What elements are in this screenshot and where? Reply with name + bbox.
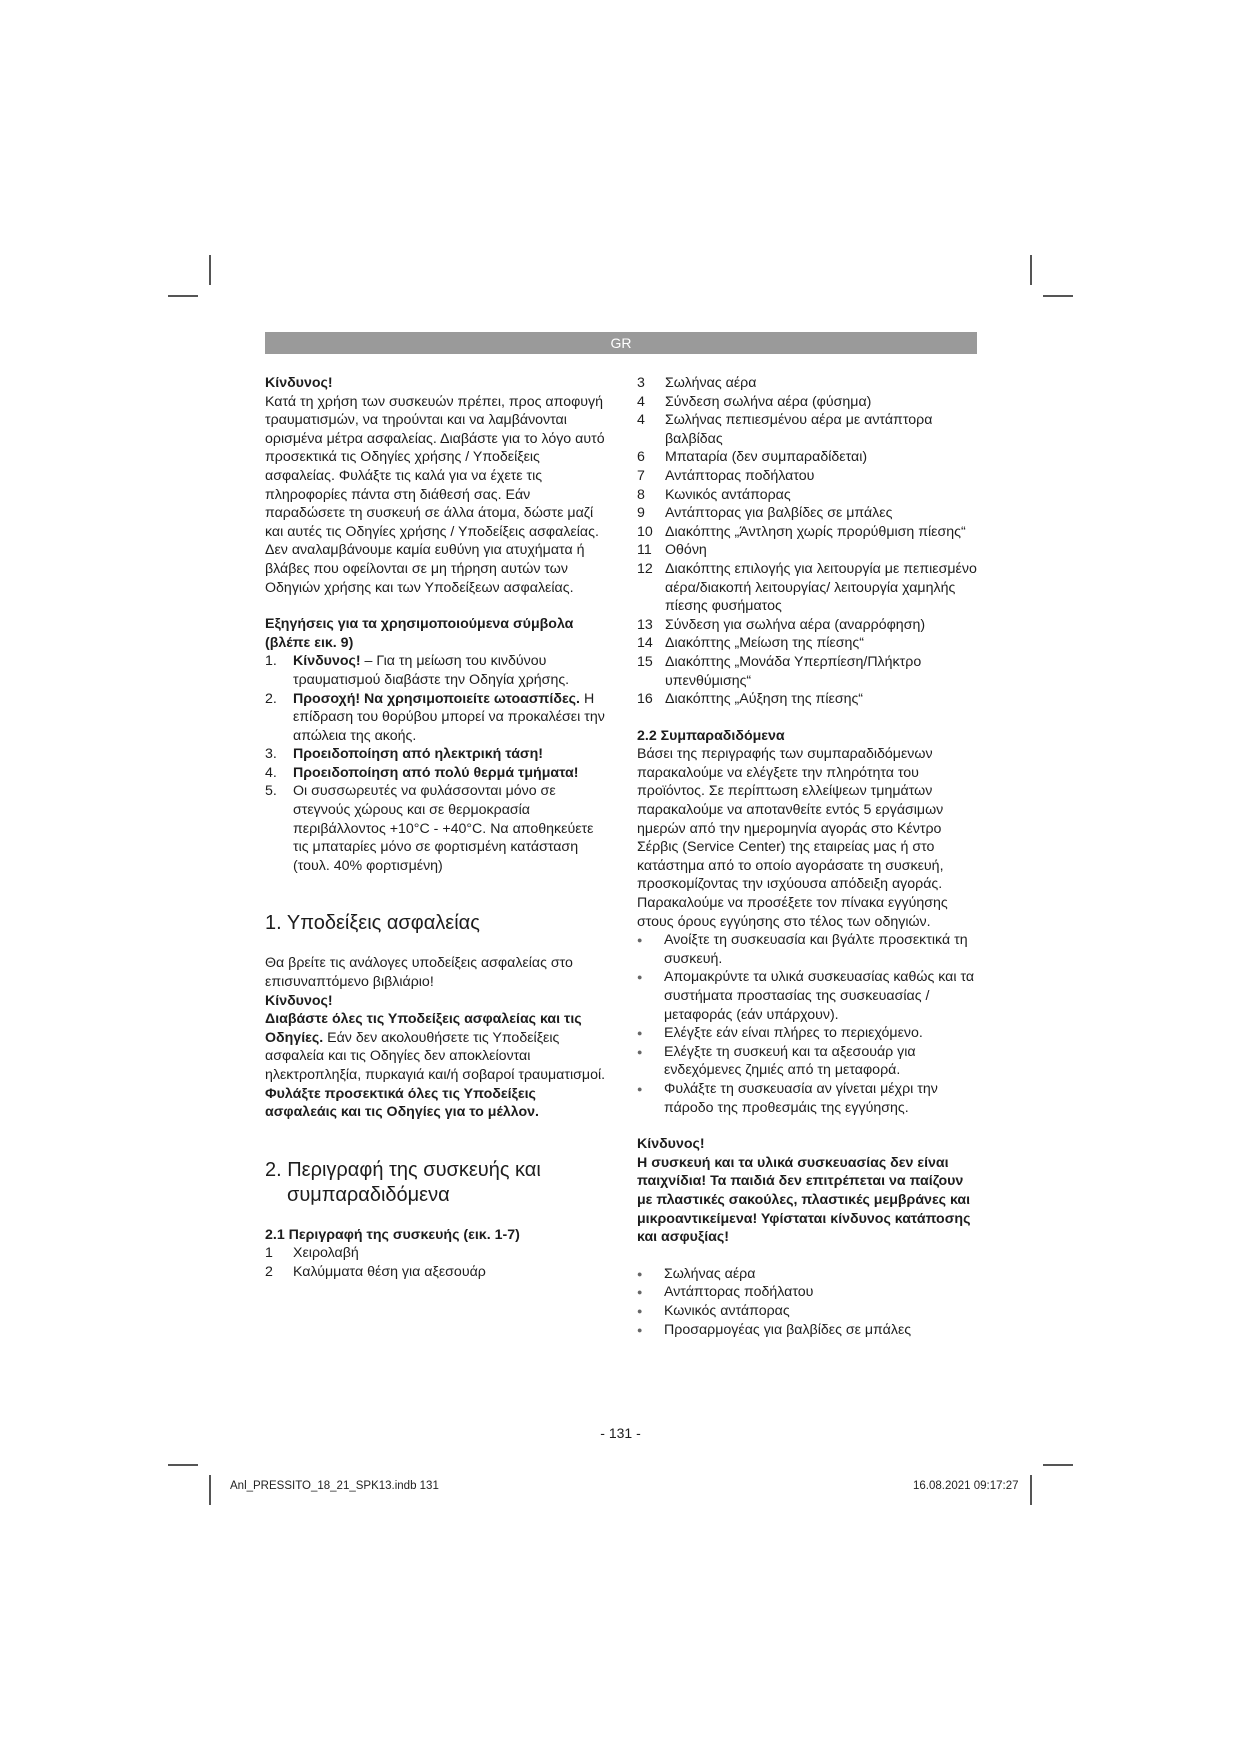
crop-mark (168, 295, 198, 297)
bullet-icon: ● (637, 972, 643, 983)
crop-mark (1030, 255, 1032, 285)
part-item (637, 541, 982, 560)
section-2-1-title: 2.1 Περιγραφή της συσκευής (εικ. 1-7) (265, 1226, 520, 1243)
part-number: 16 (637, 691, 653, 708)
part-number: 8 (637, 486, 645, 503)
part-label: Αντάπτορας ποδήλατου (665, 467, 815, 484)
part-label: Σωλήνας αέρα (665, 375, 757, 391)
symbol-item (265, 745, 610, 764)
bullet-icon: ● (637, 935, 643, 946)
danger-title-right: Κίνδυνος! (637, 1136, 705, 1153)
bullet-item (637, 1080, 982, 1117)
parts-list-right (637, 374, 982, 709)
delivery-contents-list (637, 1265, 982, 1339)
crop-mark (1043, 295, 1073, 297)
bullet-text: Αντάπτορας ποδήλατου (664, 1284, 814, 1301)
symbol-bold: Προειδοποίηση από ηλεκτρική τάση! (293, 746, 544, 763)
section-1-warning (265, 1010, 610, 1122)
part-label: Διακόπτης „Αύξηση της πίεσης“ (665, 691, 864, 708)
part-item (637, 653, 982, 690)
part-label: Κωνικός αντάπορας (665, 486, 791, 503)
part-number: 10 (637, 523, 653, 540)
section-1-title: 1. Υποδείξεις ασφαλείας (265, 912, 480, 935)
symbol-number: 4. (265, 764, 277, 781)
part-number: 9 (637, 505, 645, 522)
language-header-bar: GR (265, 332, 977, 354)
part-item (637, 374, 982, 393)
danger-text-right: Η συσκευή και τα υλικά συσκευασίας δεν είναι παιχνίδια! Τα παιδιά δεν επιτρέπεται να παίζουν με πλαστικές σακούλες, πλαστικές μεμβράνες και μικροαντικείμενα! Υφίσταται κίνδυνος κατάποσης και ασφυξίας! (637, 1154, 971, 1246)
bullet-item (637, 1283, 982, 1302)
bullet-text: Σωλήνας αέρα (664, 1265, 756, 1282)
part-number: 13 (637, 616, 653, 633)
section-2-title: 2. Περιγραφή της συσκευής και (265, 1158, 541, 1181)
symbols-list (265, 652, 610, 875)
symbol-desc: Η επίδραση του θορύβου μπορεί να προκαλέσει την απώλεια της ακοής. (293, 690, 605, 744)
part-label: Καλύμματα θέση για αξεσουάρ (293, 1263, 486, 1280)
bullet-text: Ελέγξτε εάν είναι πλήρες το περιεχόμενο. (664, 1025, 923, 1042)
part-number: 6 (637, 449, 645, 466)
part-label: Διακόπτης „Άντληση χωρίς προρύθμιση πίεσης“ (665, 523, 966, 540)
bullet-text: Απομακρύντε τα υλικά συσκευασίας καθώς και τα συστήματα προστασίας της συσκευασίας / μεταφοράς (εάν υπάρχουν). (664, 969, 975, 1023)
part-item (265, 1263, 610, 1282)
symbol-item (265, 782, 610, 875)
bullet-icon: ● (637, 1268, 643, 1279)
bullet-text: Φυλάξτε τη συσκευασία αν γίνεται μέχρι την πάροδο της προθεσμάις της εγγύησης. (664, 1080, 938, 1116)
symbol-bold: Προσοχή! Να χρησιμοποιείτε ωτοασπίδες. (293, 690, 581, 707)
bullet-item (637, 1043, 982, 1080)
symbol-text (293, 690, 610, 746)
section-2-title-cont: συμπαραδιδόμενα (287, 1183, 450, 1206)
right-column (637, 374, 982, 1339)
part-item (637, 448, 982, 467)
crop-mark (168, 1464, 198, 1466)
part-number: 4 (637, 393, 645, 410)
bullet-item (637, 1321, 982, 1340)
part-item (637, 616, 982, 635)
left-column (265, 374, 610, 1282)
bullet-text: Ανοίξτε τη συσκευασία και βγάλτε προσεκτικά τη συσκευή. (664, 932, 968, 967)
danger-text: Κατά τη χρήση των συσκευών πρέπει, προς αποφυγή τραυματισμών, να τηρούνται και να λαμβάνονται ορισμένα μέτρα ασφαλείας. Διαβάστε για το λόγο αυτό προσεκτικά τις Οδηγίες χρήσης / Υποδείξεις ασφαλείας. Φυλάξτε τις καλά για να έχετε τις πληροφορίες πάντα στη διάθεσή σας. Εάν παραδώσετε τη συσκευή σε άλλα άτομα, δώστε μαζί και αυτές τις Οδηγίες χρήσης / Υποδείξεις ασφαλείας. Δεν αναλαμβάνουμε καμία ευθύνη για ατυχήματα ή βλάβες που οφείλονται σε μη τήρηση αυτών των Οδηγιών χρήσης και των Υποδείξεων ασφαλείας. (265, 393, 605, 596)
part-number: 15 (637, 653, 653, 670)
symbol-desc: Οι συσσωρευτές να φυλάσσονται μόνο σε στεγνούς χώρους και σε θερμοκρασία περιβάλλοντος +10°C - +40°C. Να αποθηκεύετε τις μπαταρίες μόνο σε φορτισμένη κατάσταση (τουλ. 40% φορτισμένη) (293, 783, 594, 874)
bullet-icon: ● (637, 1287, 643, 1298)
symbol-number: 2. (265, 690, 277, 707)
part-number: 4 (637, 412, 645, 429)
symbol-number: 3. (265, 746, 277, 763)
part-label: Σωλήνας πεπιεσμένου αέρα με αντάπτορα βαλβίδας (665, 412, 933, 447)
footer-file: Anl_PRESSITO_18_21_SPK13.indb 131 (230, 1480, 439, 1492)
crop-mark (1043, 1464, 1073, 1466)
danger-title: Κίνδυνος! (265, 375, 333, 391)
bullet-text: Προσαρμογέας για βαλβίδες σε μπάλες (664, 1321, 912, 1338)
section-1-text-2: Εάν δεν ακολουθήσετε τις Υποδείξεις ασφαλεία και τις Οδηγίες δεν αποκλείονται ηλεκτροπληξία, πυρκαγιά και/ή σοβαροί τραυματισμοί. (265, 1029, 606, 1083)
parts-list-left (265, 1244, 610, 1281)
bullet-text: Ελέγξτε τη συσκευή και τα αξεσουάρ για ενδεχόμενες ζημιές από τη μεταφορά. (664, 1043, 916, 1079)
bullet-icon: ● (637, 1028, 643, 1039)
bullet-icon: ● (637, 1305, 643, 1316)
section-1-bold-2: Φυλάξτε προσεκτικά όλες τις Υποδείξεις ασφαλεάις και τις Οδηγίες για το μέλλον. (265, 1085, 539, 1121)
part-item (637, 560, 982, 616)
section-2-2-text: Βάσει της περιγραφής των συμπαραδιδόμενων παρακαλούμε να ελέγξετε την πληρότητα του προϊόντος. Σε περίπτωση ελλείψεων τμημάτων παρακαλούμε να αποτανθείτε εντός 5 εργάσιμων ημερών από την ημερομηνία αγοράς στο Κέντρο Σέρβις (Service Center) της εταιρείας μας ή στο κατάστημα από το οποίο αγοράσατε τη συσκευή, προσκομίζοντας την ισχύουσα απόδειξη αγοράς. Παρακαλούμε να προσέξετε τον πίνακα εγγύησης στους όρους εγγύησης στο τέλος των οδηγιών. (637, 746, 948, 930)
footer-date: 16.08.2021 09:17:27 (913, 1480, 1019, 1492)
section-1-danger: Κίνδυνος! (265, 992, 333, 1009)
part-label: Διακόπτης „Μονάδα Υπερπίεση/Πλήκτρο υπενθύμισης“ (665, 653, 922, 689)
section-1-text: Θα βρείτε τις ανάλογες υποδείξεις ασφαλείας στο επισυναπτόμενο βιβλιάριο! (265, 955, 573, 991)
bullet-item (637, 1265, 982, 1284)
symbols-title: Εξηγήσεις για τα χρησιμοποιούμενα σύμβολα (βλέπε εικ. 9) (265, 616, 574, 651)
symbol-number: 1. (265, 653, 277, 670)
part-label: Διακόπτης „Μείωση της πίεσης“ (665, 635, 864, 652)
symbol-text (293, 764, 610, 783)
bullet-item (637, 1302, 982, 1321)
symbol-bold: Κίνδυνος! (293, 653, 361, 670)
bullet-text: Κωνικός αντάπορας (664, 1302, 790, 1319)
bullet-item (637, 931, 982, 968)
symbol-desc: – Για τη μείωση του κινδύνου τραυματισμού διαβάστε την Οδηγία χρήσης. (293, 653, 570, 688)
bullet-item (637, 1024, 982, 1043)
crop-mark (209, 255, 211, 285)
crop-mark (209, 1475, 211, 1505)
part-item (637, 523, 982, 542)
part-label: Χειρολαβή (293, 1245, 359, 1262)
part-label: Διακόπτης επιλογής για λειτουργία με πεπιεσμένο αέρα/διακοπή λειτουργίας/ λειτουργία χαμηλής πίεσης φυσήματος (665, 560, 977, 615)
bullet-icon: ● (637, 1046, 643, 1057)
part-number: 12 (637, 560, 653, 577)
bullet-icon: ● (637, 1083, 643, 1094)
symbol-item (265, 764, 610, 783)
part-item (637, 690, 982, 709)
page-number: - 131 - (600, 1425, 641, 1441)
symbol-text (293, 782, 610, 875)
part-label: Σύνδεση για σωλήνα αέρα (αναρρόφηση) (665, 616, 926, 633)
part-number: 1 (265, 1245, 273, 1262)
section-2-2-title: 2.2 Συμπαραδιδόμενα (637, 727, 785, 744)
bullet-item (637, 968, 982, 1024)
part-number: 3 (637, 375, 645, 391)
bullet-icon: ● (637, 1324, 643, 1335)
section-1-bold-1: Διαβάστε όλες τις Υποδείξεις ασφαλείας και τις Οδηγίες. (265, 1011, 582, 1046)
part-item (637, 634, 982, 653)
part-label: Αντάπτορας για βαλβίδες σε μπάλες (665, 505, 893, 522)
part-number: 11 (637, 542, 652, 559)
part-number: 7 (637, 467, 645, 484)
part-label: Μπαταρία (δεν συμπαραδίδεται) (665, 449, 868, 466)
symbol-text (293, 745, 610, 764)
checklist (637, 931, 982, 1117)
part-item (637, 486, 982, 505)
symbol-item (265, 652, 610, 689)
part-label: Σύνδεση σωλήνα αέρα (φύσημα) (665, 393, 872, 410)
symbol-bold: Προειδοποίηση από πολύ θερμά τμήματα! (293, 764, 579, 781)
part-item (637, 393, 982, 412)
part-label: Οθόνη (665, 542, 707, 559)
part-item (637, 467, 982, 486)
part-item (265, 1244, 610, 1263)
part-item (637, 504, 982, 523)
symbol-text (293, 652, 610, 689)
part-number: 2 (265, 1263, 273, 1280)
part-item (637, 411, 982, 448)
symbol-item (265, 690, 610, 746)
crop-mark (1030, 1475, 1032, 1505)
symbol-number: 5. (265, 783, 277, 800)
part-number: 14 (637, 635, 653, 652)
